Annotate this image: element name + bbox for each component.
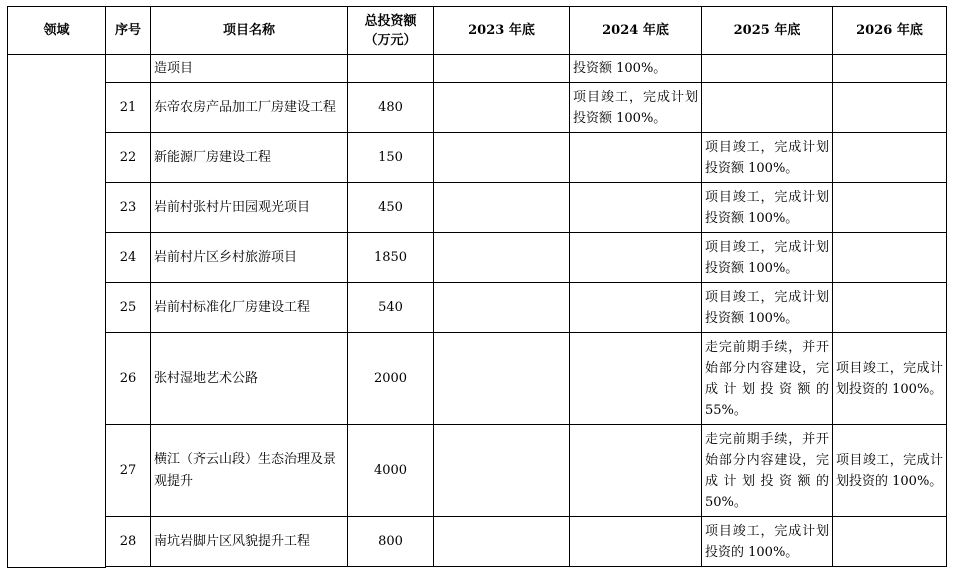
table-row — [8, 233, 947, 283]
row-2024 — [570, 133, 702, 183]
row-no: 24 — [106, 233, 151, 283]
row-2025: 项目竣工，完成计划投资额 100%。 — [702, 283, 833, 333]
row-2026 — [833, 283, 947, 333]
row-name: 岩前村张村片田园观光项目 — [151, 183, 348, 233]
header-domain: 领域 — [8, 7, 106, 55]
row-invest: 540 — [348, 283, 434, 333]
row-2025: 项目竣工，完成计划投资额 100%。 — [702, 183, 833, 233]
header-2026: 2026 年底 — [833, 7, 947, 55]
row-2024 — [570, 333, 702, 425]
row-invest: 800 — [348, 517, 434, 567]
header-name: 项目名称 — [151, 7, 348, 55]
row-2024 — [570, 233, 702, 283]
row-2024 — [570, 517, 702, 567]
row-2025: 项目竣工，完成计划投资的 100%。 — [702, 517, 833, 567]
row-2024 — [570, 183, 702, 233]
row-invest: 150 — [348, 133, 434, 183]
table-row — [8, 55, 947, 83]
row-2023 — [434, 183, 570, 233]
row-invest — [348, 55, 434, 83]
row-invest: 480 — [348, 83, 434, 133]
table-row — [8, 517, 947, 567]
row-2025 — [702, 55, 833, 83]
row-2026: 项目竣工，完成计划投资的 100%。 — [833, 425, 947, 517]
row-2026 — [833, 183, 947, 233]
row-2024: 投资额 100%。 — [570, 55, 702, 83]
row-2026 — [833, 517, 947, 567]
row-2025: 项目竣工，完成计划投资额 100%。 — [702, 233, 833, 283]
header-2025: 2025 年底 — [702, 7, 833, 55]
row-invest: 1850 — [348, 233, 434, 283]
row-no: 23 — [106, 183, 151, 233]
row-2023 — [434, 425, 570, 517]
row-no: 22 — [106, 133, 151, 183]
header-row — [8, 7, 947, 55]
row-name: 南坑岩脚片区风貌提升工程 — [151, 517, 348, 567]
row-2025: 项目竣工，完成计划投资额 100%。 — [702, 133, 833, 183]
domain-cell — [8, 55, 106, 568]
row-2026 — [833, 55, 947, 83]
project-table — [7, 6, 947, 568]
row-2023 — [434, 333, 570, 425]
row-invest: 450 — [348, 183, 434, 233]
table-row — [8, 83, 947, 133]
row-no: 21 — [106, 83, 151, 133]
row-name: 岩前村片区乡村旅游项目 — [151, 233, 348, 283]
row-2024 — [570, 283, 702, 333]
row-no: 28 — [106, 517, 151, 567]
table-row — [8, 333, 947, 425]
row-2026: 项目竣工，完成计划投资的 100%。 — [833, 333, 947, 425]
row-name: 岩前村标准化厂房建设工程 — [151, 283, 348, 333]
row-name: 张村湿地艺术公路 — [151, 333, 348, 425]
row-2026 — [833, 233, 947, 283]
row-name: 新能源厂房建设工程 — [151, 133, 348, 183]
row-2025: 走完前期手续，并开始部分内容建设，完成计划投资额的 50%。 — [702, 425, 833, 517]
row-invest: 4000 — [348, 425, 434, 517]
row-name: 横江（齐云山段）生态治理及景观提升 — [151, 425, 348, 517]
header-2024: 2024 年底 — [570, 7, 702, 55]
row-2023 — [434, 133, 570, 183]
row-2023 — [434, 283, 570, 333]
row-no: 27 — [106, 425, 151, 517]
table-row — [8, 425, 947, 517]
row-2026 — [833, 83, 947, 133]
row-2023 — [434, 233, 570, 283]
row-2025 — [702, 83, 833, 133]
row-2026 — [833, 133, 947, 183]
header-invest: 总投资额 （万元） — [348, 7, 434, 55]
table-row — [8, 183, 947, 233]
row-2025: 走完前期手续，并开始部分内容建设，完成计划投资额的 55%。 — [702, 333, 833, 425]
row-2023 — [434, 517, 570, 567]
row-2024: 项目竣工，完成计划投资额 100%。 — [570, 83, 702, 133]
row-name: 造项目 — [151, 55, 348, 83]
table-row — [8, 283, 947, 333]
row-name: 东帝农房产品加工厂房建设工程 — [151, 83, 348, 133]
row-no — [106, 55, 151, 83]
row-no: 25 — [106, 283, 151, 333]
table-row — [8, 133, 947, 183]
header-no: 序号 — [106, 7, 151, 55]
row-2023 — [434, 83, 570, 133]
header-2023: 2023 年底 — [434, 7, 570, 55]
row-invest: 2000 — [348, 333, 434, 425]
row-2024 — [570, 425, 702, 517]
row-no: 26 — [106, 333, 151, 425]
row-2023 — [434, 55, 570, 83]
